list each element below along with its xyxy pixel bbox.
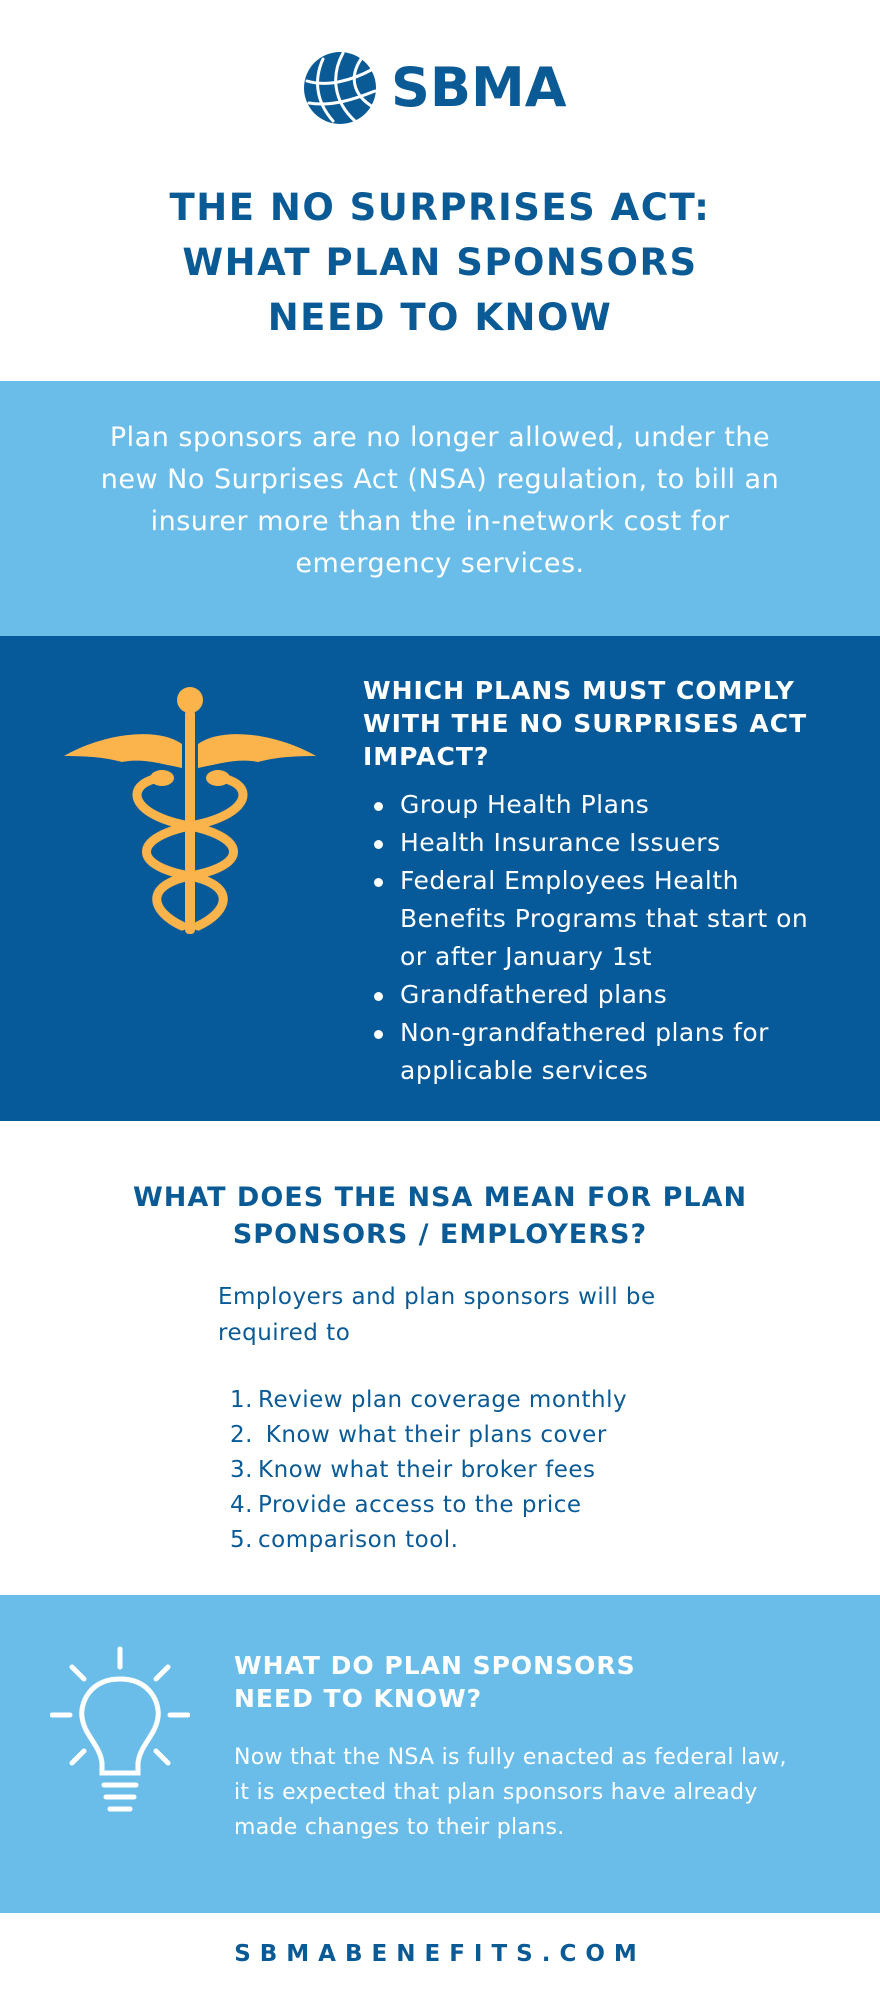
list-item: Federal Employees Health Benefits Programs that start on or after January 1st [363, 862, 833, 976]
list-item: Non-grandfathered plans for applicable services [363, 1014, 833, 1090]
nsa-steps [230, 1383, 690, 1558]
globe-icon [303, 51, 377, 125]
know-text: Now that the NSA is fully enacted as federal law, it is expected that plan sponsors have already made changes to their plans. [234, 1745, 787, 1840]
nsa-heading-line: WHAT DOES THE NSA MEAN FOR PLAN [132, 1182, 748, 1213]
list-item: 3. Know what their broker fees [230, 1457, 596, 1483]
list-item: 2. Know what their plans cover [230, 1422, 607, 1448]
list-item: 5. comparison tool. [230, 1527, 459, 1553]
nsa-heading [0, 1179, 880, 1253]
website-link[interactable]: SBMABENEFITS.COM [234, 1941, 646, 1967]
bullet-icon [374, 802, 383, 811]
plans-heading: WHICH PLANS MUST COMPLY WITH THE NO SURPRISES ACT IMPACT? [363, 676, 808, 771]
brand-name: SBMA [391, 56, 567, 119]
need-to-know-band [0, 1595, 880, 1913]
know-heading-line: NEED TO KNOW? [234, 1684, 483, 1713]
title-line: THE NO SURPRISES ACT: [169, 186, 711, 229]
list-item: Health Insurance Issuers [363, 824, 833, 862]
page-title [0, 180, 880, 345]
bullet-icon [374, 878, 383, 887]
nsa-heading-line: SPONSORS / EMPLOYERS? [232, 1219, 648, 1250]
footer [0, 1913, 880, 2000]
intro-text: Plan sponsors are no longer allowed, under the new No Surprises Act (NSA) regulation, to bill an insurer more than the in-network cost for emergency services. [100, 422, 780, 579]
title-line: WHAT PLAN SPONSORS [182, 241, 698, 284]
list-item: 1. Review plan coverage monthly [230, 1387, 628, 1413]
know-heading [234, 1649, 794, 1715]
list-item: Grandfathered plans [363, 976, 833, 1014]
title-line: NEED TO KNOW [267, 296, 613, 339]
brand-logo [303, 50, 567, 126]
header [0, 0, 880, 381]
list-item: 4. Provide access to the price [230, 1492, 582, 1518]
nsa-lead: Employers and plan sponsors will be required to [218, 1284, 656, 1346]
nsa-section [0, 1121, 880, 1595]
know-heading-line: WHAT DO PLAN SPONSORS [234, 1651, 636, 1680]
bullet-icon [374, 840, 383, 849]
lightbulb-icon [50, 1645, 190, 1825]
plans-list [363, 786, 833, 1090]
bullet-icon [374, 992, 383, 1001]
plans-section [0, 636, 880, 1121]
list-item: Group Health Plans [363, 786, 833, 824]
bullet-icon [374, 1030, 383, 1039]
intro-band [0, 381, 880, 636]
caduceus-icon [62, 686, 318, 942]
